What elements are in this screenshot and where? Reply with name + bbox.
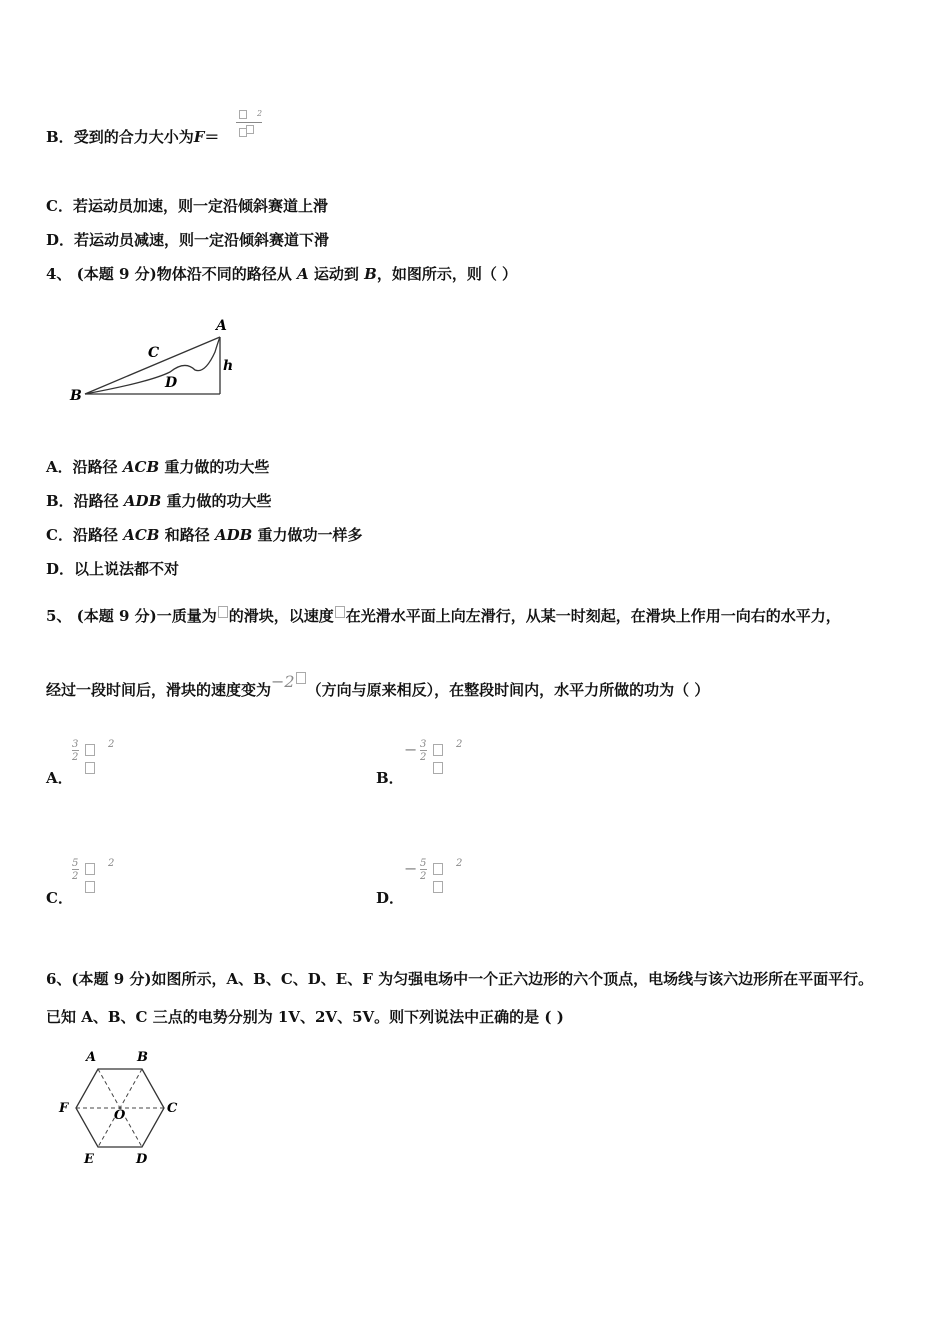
stem-text: （方向与原来相反），在整段时间内，水平力所做的功为（ ）	[306, 681, 710, 699]
q6-stem-line1: 6、(本题 9 分)如图所示，A、B、C、D、E、F 为匀强电场中一个正六边形的六个顶点，电场线与该六边形所在平面平行。	[46, 970, 874, 988]
label-o: O	[114, 1108, 126, 1123]
fraction-bar	[420, 750, 427, 751]
stem-text: 在光滑水平面上向左滑行，从某一时刻起，在滑块上作用一向右的水平力，	[345, 607, 841, 625]
negative-two-coefficient: −2	[271, 672, 295, 691]
q5-option-a-label: A．	[46, 769, 73, 787]
q4-path-figure	[60, 312, 250, 412]
mass-symbol	[218, 606, 228, 618]
exponent: 2	[456, 739, 463, 750]
fraction-denominator: 2	[420, 752, 427, 763]
exponent: 2	[108, 739, 115, 750]
minus-sign: −	[404, 859, 418, 878]
q4-option-c	[46, 525, 363, 545]
path-name: ADB	[123, 492, 162, 510]
stem-text: 运动到	[313, 265, 359, 283]
path-name: ADB	[214, 526, 253, 544]
label-d: D	[136, 1152, 148, 1167]
stem-text: ，如图所示，则（ ）	[376, 265, 518, 283]
fraction-denominator: 2	[72, 871, 79, 882]
label-h: h	[223, 358, 234, 374]
q5-stem-line2	[46, 672, 710, 700]
stem-text: 的滑块，以速度	[228, 607, 334, 625]
option-text: 和路径	[164, 526, 210, 544]
fraction-bar	[72, 869, 79, 870]
point-a: A	[297, 265, 309, 283]
q4-option-a	[46, 457, 269, 477]
option-text: 重力做的功大些	[166, 492, 272, 510]
fraction-denominator: 2	[72, 752, 79, 763]
exponent: 2	[108, 858, 115, 869]
option-text: B．沿路径	[46, 492, 119, 510]
stem-text: 物体沿不同的路径从	[156, 265, 292, 283]
question-points: (本题 9 分)	[76, 607, 157, 625]
minus-sign: −	[404, 740, 418, 759]
question-points: (本题 9 分)	[76, 265, 157, 283]
stem-text: 经过一段时间后，滑块的速度变为	[46, 681, 272, 699]
label-a: A	[216, 318, 227, 334]
m-v-symbols	[432, 863, 444, 899]
stem-text: 一质量为	[156, 607, 217, 625]
fraction-denominator: 2	[420, 871, 427, 882]
m-v-symbols	[84, 744, 96, 780]
option-text: 重力做功一样多	[257, 526, 363, 544]
fraction-numerator: 3	[72, 739, 79, 750]
point-b: B	[364, 265, 377, 283]
fraction-numerator: 5	[420, 858, 427, 869]
m-v-symbols	[84, 863, 96, 899]
q5-option-b-label: B．	[376, 769, 404, 787]
velocity-symbol	[335, 606, 345, 618]
numerator-exponent: 2	[257, 109, 263, 118]
m-v-symbols	[432, 744, 444, 780]
q4-option-b	[46, 491, 272, 511]
fraction-bar	[420, 869, 427, 870]
option-text: A．沿路径	[46, 458, 118, 476]
q5-option-d-label: D．	[376, 889, 405, 907]
q4-option-d: D．以上说法都不对	[46, 560, 180, 578]
path-name: ACB	[123, 526, 160, 544]
fraction-denominator	[245, 125, 255, 143]
q6-stem-line2: 已知 A、B、C 三点的电势分别为 1V、2V、5V。则下列说法中正确的是 ( )	[46, 1008, 564, 1026]
q3-option-b	[46, 127, 219, 147]
option-text: C．沿路径	[46, 526, 118, 544]
q3-option-d: D．若运动员减速，则一定沿倾斜赛道下滑	[46, 231, 330, 249]
label-d: D	[165, 375, 178, 391]
option-text: 受到的合力大小为	[73, 128, 194, 146]
question-number: 4、	[46, 265, 72, 283]
option-label: B．	[46, 128, 74, 146]
label-e: E	[84, 1152, 94, 1167]
exponent: 2	[456, 858, 463, 869]
label-f: F	[59, 1101, 69, 1116]
question-number: 5、	[46, 607, 72, 625]
q3-option-c: C．若运动员加速，则一定沿倾斜赛道上滑	[46, 197, 328, 215]
path-name: ACB	[122, 458, 160, 476]
fraction-numerator: 5	[72, 858, 79, 869]
velocity-symbol	[296, 672, 306, 684]
q5-stem-line1	[46, 606, 841, 626]
label-a: A	[86, 1050, 97, 1065]
option-text: 重力做的功大些	[164, 458, 270, 476]
label-c: C	[167, 1101, 178, 1116]
q4-stem	[46, 264, 517, 284]
q5-option-c-label: C．	[46, 889, 73, 907]
fraction-bar	[236, 122, 262, 123]
formula-variable: F	[193, 128, 205, 146]
q6-hexagon-figure	[50, 1045, 200, 1170]
fraction-bar	[72, 750, 79, 751]
label-b: B	[70, 388, 82, 404]
formula-equals: ＝	[204, 128, 220, 146]
label-b: B	[137, 1050, 148, 1065]
fraction-numerator: 3	[420, 739, 427, 750]
label-c: C	[148, 345, 160, 361]
